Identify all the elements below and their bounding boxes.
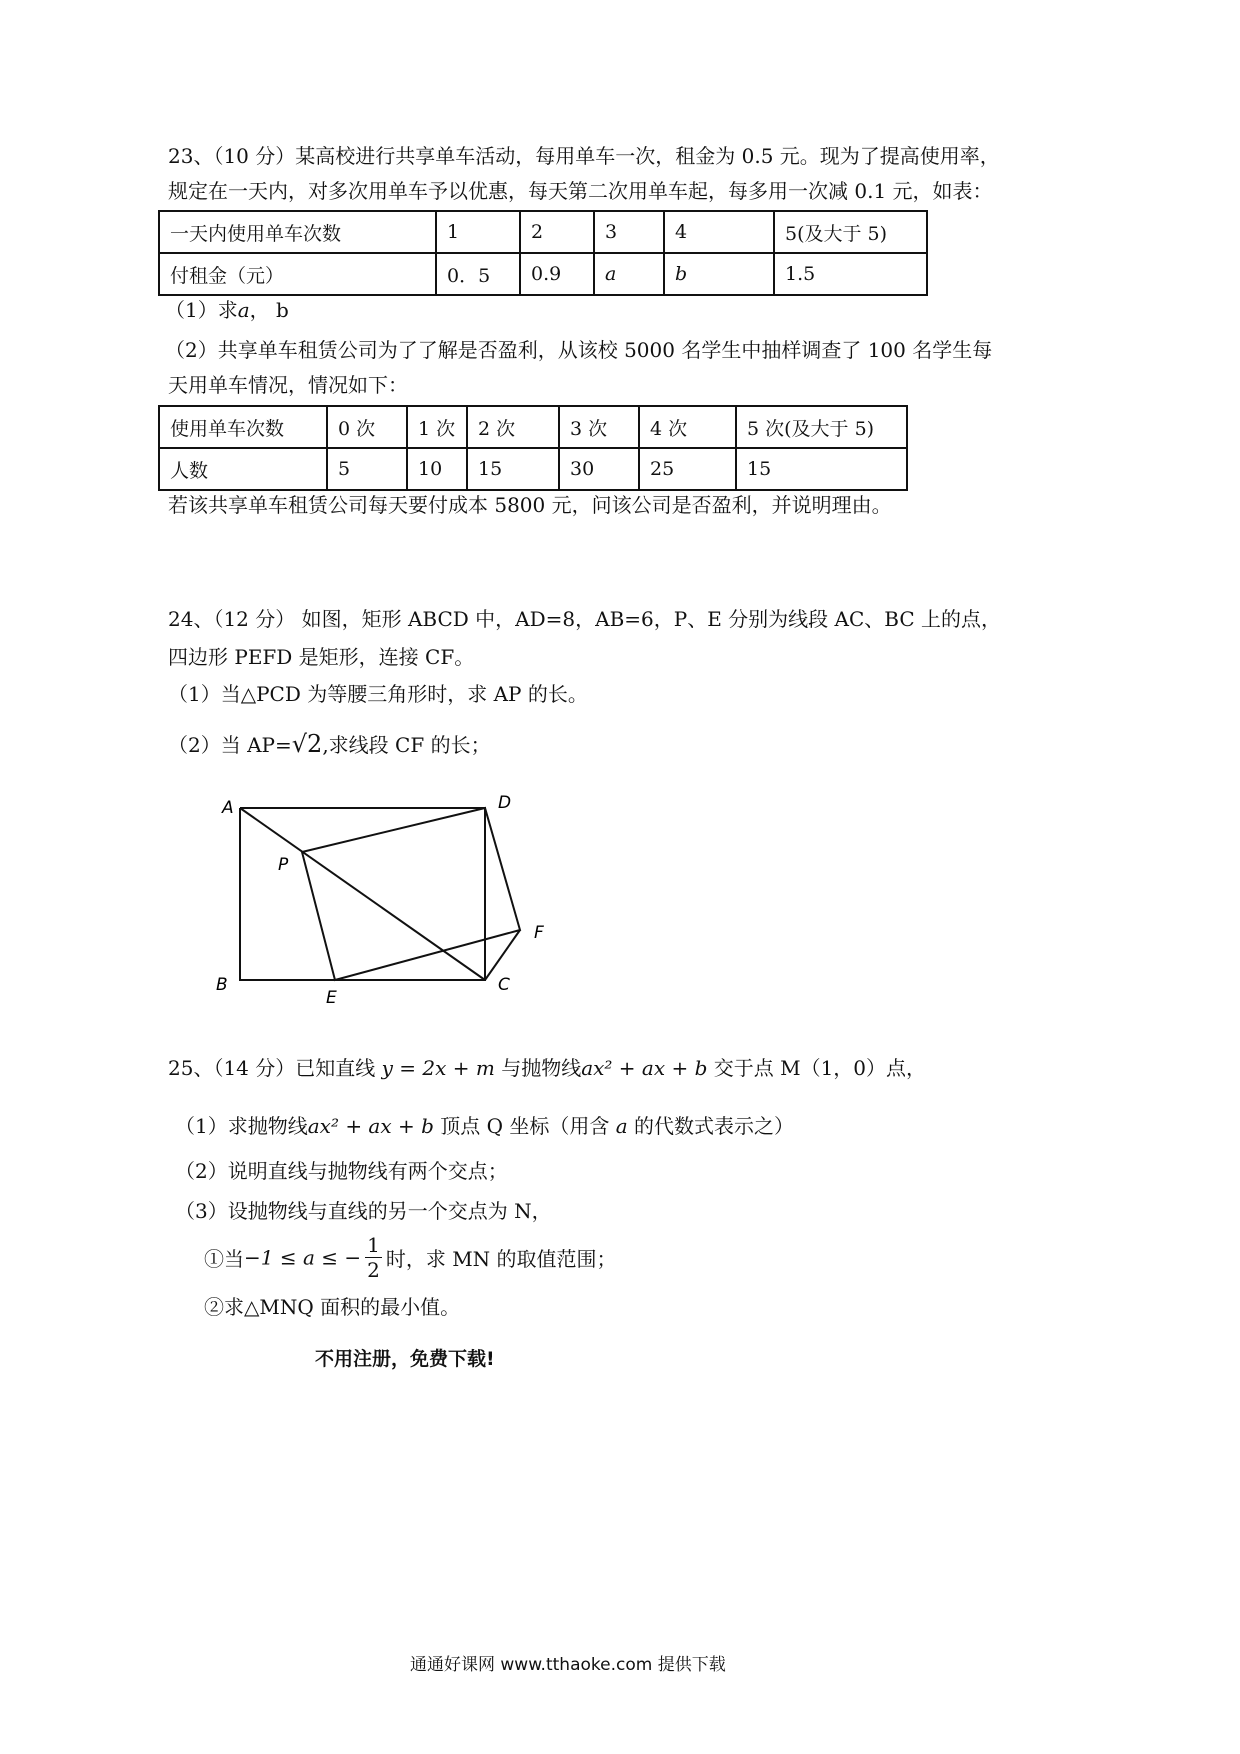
q25-sub1-mid: 顶点 Q 坐标（用含 [440, 1114, 610, 1138]
q23-line2: 规定在一天内，对多次用单车予以优惠，每天第二次用单车起，每多用一次减 0.1 元，如表： [168, 179, 993, 203]
q25-sub1-var-a: a [615, 1114, 628, 1138]
label-a: A [222, 798, 234, 818]
table-row [159, 253, 927, 295]
q24-sub2 [168, 730, 491, 759]
q23-sub1-rest: ， b [249, 298, 289, 322]
table-cell: 30 [559, 448, 639, 490]
table-cell: 一天内使用单车次数 [159, 211, 436, 253]
q25-sub2: （2）说明直线与抛物线有两个交点； [175, 1159, 508, 1183]
label-f: F [534, 923, 544, 943]
q25-line1 [168, 1054, 926, 1082]
table-row [159, 211, 927, 253]
diagonal-ac [240, 808, 485, 980]
q25-sub3-1-suffix: 时，求 MN 的取值范围； [385, 1247, 617, 1271]
table-cell: 1.5 [774, 253, 927, 295]
table-cell: 1 次 [407, 406, 467, 448]
q23-line1: 23、（10 分）某高校进行共享单车活动，每用单车一次，租金为 0.5 元。现为了提高使用率， [168, 144, 1000, 168]
q24-sub1: （1）当△PCD 为等腰三角形时，求 AP 的长。 [168, 682, 588, 706]
inequality: −1 ≤ a ≤ − [244, 1245, 362, 1270]
q24-sub2-suffix: ,求线段 CF 的长； [322, 733, 491, 757]
table-cell: 15 [736, 448, 907, 490]
table-cell: 0 次 [327, 406, 407, 448]
q25-sub3: （3）设抛物线与直线的另一个交点为 N， [175, 1199, 552, 1223]
fraction-denominator: 2 [367, 1258, 380, 1282]
q25-line1-suffix: 交于点 M（1，0）点， [713, 1056, 927, 1080]
table-cell: a [594, 253, 664, 295]
label-d: D [498, 793, 512, 813]
table-cell: 付租金（元） [159, 253, 436, 295]
q23-sub1-var-a: a [237, 298, 250, 322]
q25-sub1 [175, 1112, 794, 1140]
page-footer: 通通好课网 www.tthaoke.com 提供下载 [410, 1655, 726, 1675]
parabola-expression: ax² + ax + b [581, 1056, 708, 1080]
table-cell: 15 [467, 448, 559, 490]
q24-line2: 四边形 PEFD 是矩形，连接 CF。 [168, 645, 475, 669]
table-cell: 5 次(及大于 5) [736, 406, 907, 448]
q24-sub2-prefix: （2）当 AP= [168, 733, 292, 757]
table-cell: 人数 [159, 448, 327, 490]
q25-line1-mid: 与抛物线 [501, 1056, 582, 1080]
fraction-one-half [365, 1233, 382, 1282]
label-e: E [326, 988, 337, 1008]
table-cell: 3 次 [559, 406, 639, 448]
rectangle-pefd [302, 808, 520, 980]
q25-sub3-1 [204, 1233, 617, 1282]
label-b: B [216, 975, 228, 995]
q23-sub1 [165, 296, 289, 324]
rectangle-figure [200, 780, 580, 1020]
table-row [159, 448, 907, 490]
table-cell: 4 次 [639, 406, 736, 448]
parabola-expression: ax² + ax + b [307, 1114, 434, 1138]
table-cell: b [664, 253, 774, 295]
table-cell: 2 次 [467, 406, 559, 448]
label-p: P [278, 855, 289, 875]
table-cell: 5 [327, 448, 407, 490]
q25-sub1-suffix: 的代数式表示之） [634, 1114, 795, 1138]
q23-sub1-prefix: （1）求 [165, 298, 238, 322]
table-cell: 5(及大于 5) [774, 211, 927, 253]
table-cell: 10 [407, 448, 467, 490]
sqrt2: √2 [291, 730, 323, 758]
q24-line1: 24、（12 分） 如图，矩形 ABCD 中，AD=8，AB=6，P、E 分别为线段 AC、BC 上的点， [168, 607, 1002, 631]
table-cell: 25 [639, 448, 736, 490]
q25-line1-prefix: 25、（14 分）已知直线 [168, 1056, 376, 1080]
table-cell: 4 [664, 211, 774, 253]
fraction-numerator: 1 [367, 1233, 380, 1257]
q23-sub2-question: 若该共享单车租赁公司每天要付成本 5800 元，问该公司是否盈利，并说明理由。 [168, 493, 892, 517]
q23-sub2-line2: 天用单车情况，情况如下： [168, 373, 408, 397]
q25-sub1-prefix: （1）求抛物线 [175, 1114, 308, 1138]
table-cell: 使用单车次数 [159, 406, 327, 448]
table-cell: 2 [520, 211, 594, 253]
table-cell: 1 [436, 211, 520, 253]
q23-sub2-line1: （2）共享单车租赁公司为了了解是否盈利，从该校 5000 名学生中抽样调查了 100 名学生每 [165, 338, 993, 362]
rental-price-table [158, 210, 928, 296]
label-c: C [498, 975, 510, 995]
table-cell: 3 [594, 211, 664, 253]
line-equation: y = 2x + m [381, 1056, 495, 1080]
q25-sub3-2: ②求△MNQ 面积的最小值。 [204, 1295, 461, 1319]
usage-survey-table [158, 405, 908, 491]
download-promo: 不用注册，免费下载! [315, 1348, 495, 1370]
q25-sub3-1-prefix: ①当 [204, 1247, 244, 1271]
table-cell: 0.9 [520, 253, 594, 295]
table-cell: 0．5 [436, 253, 520, 295]
table-row [159, 406, 907, 448]
